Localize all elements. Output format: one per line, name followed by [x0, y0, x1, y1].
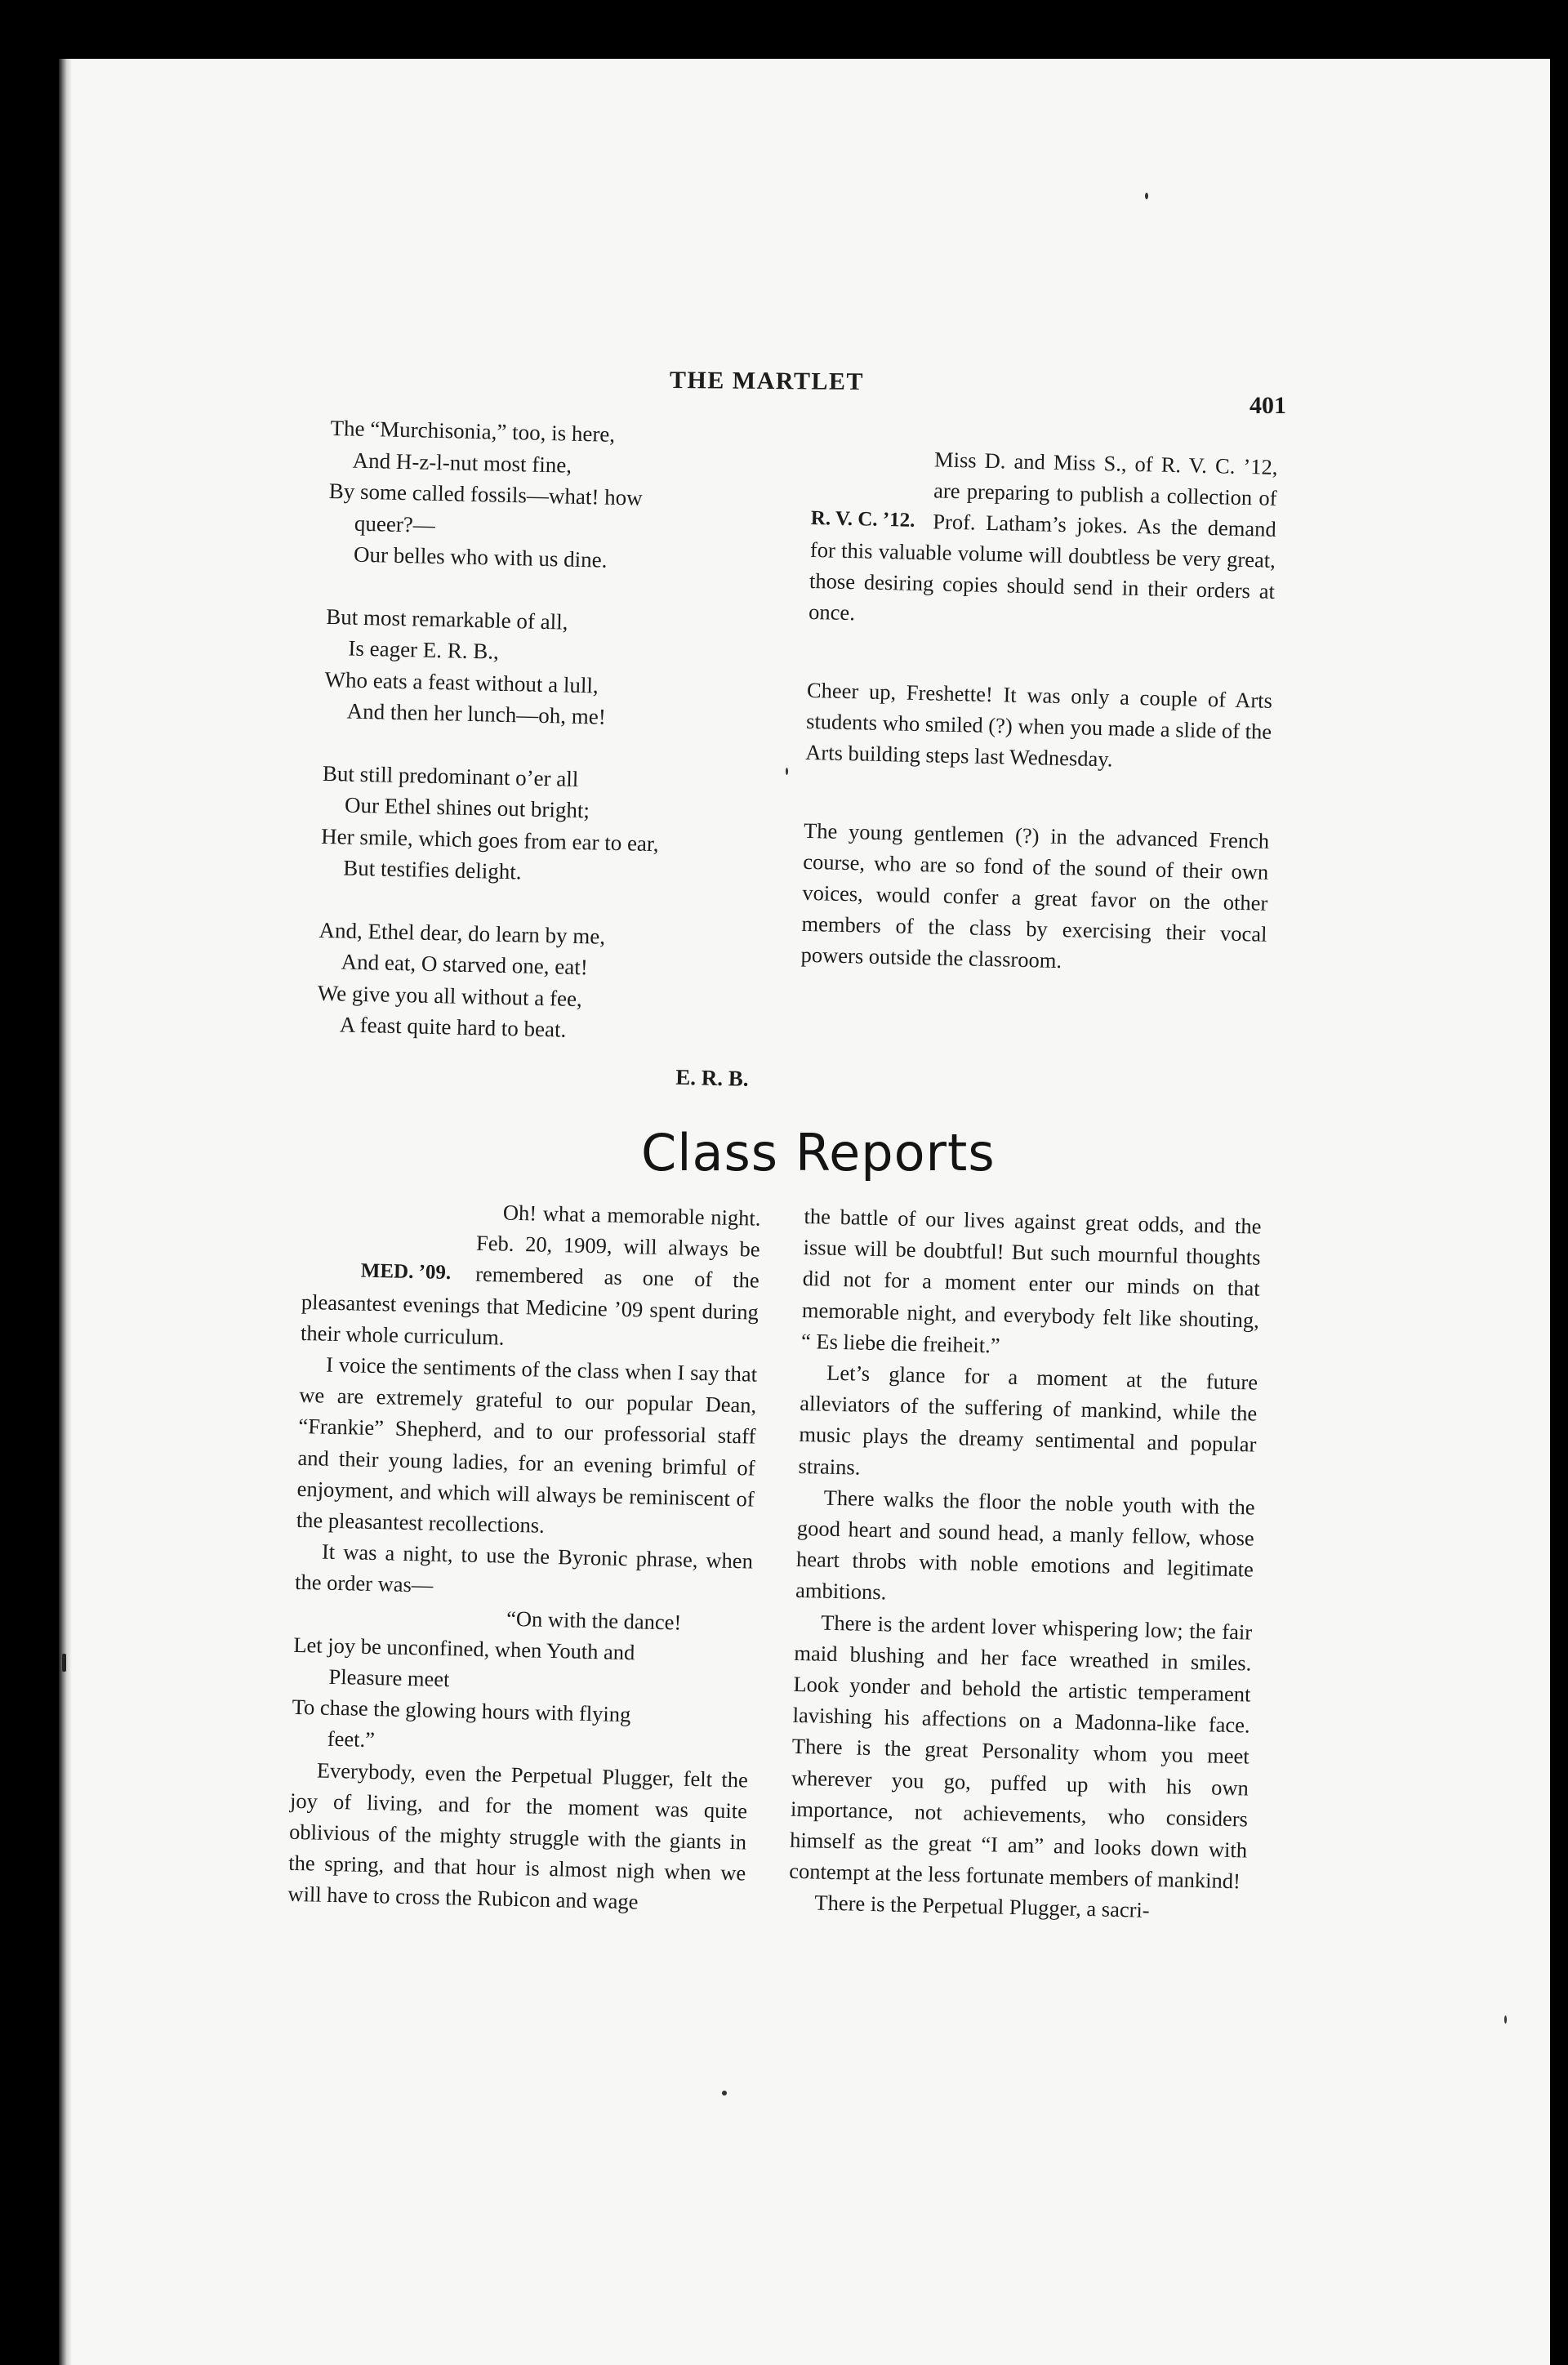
print-speck: [722, 2091, 727, 2096]
poem-line: The “Murchisonia,” too, is here,: [330, 415, 616, 447]
report-paragraph: Let’s glance for a moment at the future alleviators of the suffering of mankind, while the music plays the dreamy sentimental and popular strains.: [798, 1360, 1258, 1480]
note-text: Cheer up, Freshette! It was only a couple of Arts students who smiled (?) when you made a slide of the Arts building steps last Wednesday.: [805, 677, 1273, 772]
poem-line: Who eats a feast without a lull,: [324, 666, 599, 698]
page-edge: [1550, 59, 1568, 2365]
poem-stanza: [320, 757, 780, 893]
poem-line: And then her lunch—oh, me!: [346, 698, 607, 729]
poem-signature: E. R. B.: [675, 1064, 749, 1091]
note-text: Miss D. and Miss S., of R. V. C. ’12, are preparing to publish a collection of Prof. Latham’s jokes. As the demand for this valuable volume will doubtless be very great, those desiring copies should send in their orders at once.: [808, 447, 1278, 626]
poem-line: We give you all without a fee,: [317, 980, 583, 1011]
section-heading: Class Reports: [641, 1123, 996, 1182]
poem-stanza: [323, 600, 783, 737]
report-text: Oh! what a memorable night. Feb. 20, 1909, will always be remembered as one of the pleasantest evenings that Medicine ’09 spent during their whole curriculum.: [300, 1200, 761, 1350]
quote-line: feet.”: [327, 1726, 376, 1753]
report-paragraph: There is the Perpetual Plugger, a sacri-: [814, 1890, 1151, 1923]
poem-line: And, Ethel dear, do learn by me,: [318, 917, 606, 949]
poem-stanza: [327, 412, 788, 580]
note-rvc: [808, 441, 1278, 638]
report-paragraph: I voice the sentiments of the class when I say that we are extremely grateful to our popular Dean, “Frankie” Shepherd, and to our professorial staff and their young ladies, for an evening brimful of enjoyment, and which will always be reminiscent of the pleasantest recollections.: [296, 1352, 758, 1538]
report-quote: [291, 1598, 751, 1765]
note-freshette: [805, 675, 1272, 778]
note-tag: R. V. C. ’12.: [810, 506, 915, 532]
running-title: THE MARTLET: [669, 366, 865, 396]
quote-line: To chase the glowing hours with flying: [292, 1695, 631, 1727]
poem-line: Our Ethel shines out bright;: [344, 792, 590, 823]
report-paragraph: [301, 1192, 761, 1359]
report-paragraph: the battle of our lives against great odds, and the issue will be doubtful! But such mournful thoughts did not for a moment enter our minds on that memorable night, and everybody felt like shouting, “ Es liebe die freiheit.”: [800, 1203, 1262, 1358]
poem-stanza: [317, 914, 777, 1050]
report-tag: MED. ’09.: [360, 1259, 452, 1285]
report-right-column: [788, 1200, 1262, 1928]
poem-line: And H-z-l-nut most fine,: [352, 448, 572, 478]
poem: [315, 412, 788, 1094]
print-speck: [786, 768, 788, 775]
note-french-course: [800, 815, 1269, 981]
binding-shadow: [59, 59, 72, 2365]
report-paragraph: Everybody, even the Perpetual Plugger, felt the joy of living, and for the moment was quite oblivious of the mighty struggle with the giants in the spring, and that hour is almost nigh when we will have to cross the Rubicon and wage: [287, 1757, 749, 1914]
poem-line: By some called fossils—what! how: [328, 478, 644, 510]
poem-line: But most remarkable of all,: [325, 603, 568, 635]
notes-column: [800, 441, 1278, 1028]
report-left-column: [287, 1192, 761, 1920]
quote-line: “On with the dance!: [506, 1606, 682, 1635]
poem-line: But still predominant o’er all: [322, 760, 579, 791]
quote-line: Pleasure meet: [328, 1664, 450, 1692]
page-number: 401: [1250, 392, 1286, 419]
poem-line: And eat, O starved one, eat!: [341, 949, 589, 980]
report-paragraph: There is the ardent lover whispering low; the fair maid blushing and her face wreathed in smiles. Look yonder and behold the artistic temperament lavishing his affections on a Madonna-like face. There is the great Personality whom you meet wherever you go, puffed up with his own importance, not achievements, who considers himself as the great “I am” and looks down with contempt at the less fortunate members of mankind!: [789, 1610, 1253, 1894]
poem-line: Is eager E. R. B.,: [348, 635, 500, 664]
print-speck: [1145, 193, 1148, 199]
poem-line: A feast quite hard to beat.: [339, 1012, 567, 1042]
report-paragraph: There walks the floor the noble youth with the good heart and sound head, a manly fellow, whose heart throbs with noble emotions and legitimate ambitions.: [795, 1485, 1255, 1605]
poem-line: Our belles who with us dine.: [353, 541, 608, 572]
print-speck: [1504, 2015, 1507, 2024]
note-text: The young gentlemen (?) in the advanced French course, who are so fond of the sound of their own voices, would confer a great favor on the other members of the class by exercising their vocal powers outside the classroom.: [800, 817, 1270, 973]
quote-line: Let joy be unconfined, when Youth and: [293, 1632, 635, 1665]
binding-mark: [62, 1654, 66, 1672]
poem-line: queer?—: [354, 510, 436, 537]
poem-line: But testifies delight.: [343, 855, 522, 884]
poem-line: Her smile, which goes from ear to ear,: [320, 823, 660, 856]
report-paragraph: It was a night, to use the Byronic phrase, when the order was—: [294, 1539, 754, 1598]
